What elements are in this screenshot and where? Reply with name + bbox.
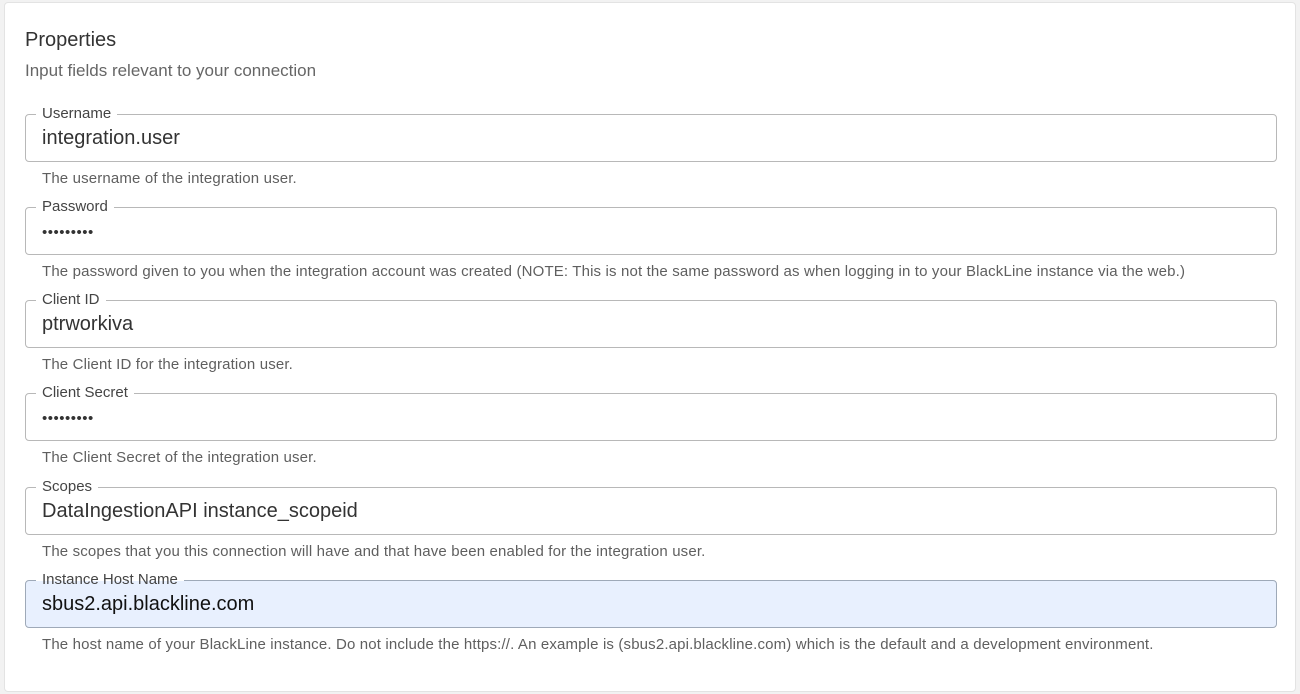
instance-host-name-input[interactable]: sbus2.api.blackline.com	[42, 593, 255, 615]
instance-host-name-label: Instance Host Name	[36, 571, 184, 589]
username-input[interactable]: integration.user	[42, 127, 180, 149]
client-id-input[interactable]: ptrworkiva	[42, 313, 134, 335]
section-subtitle: Input fields relevant to your connection	[25, 61, 317, 80]
password-label: Password	[36, 198, 114, 216]
instance-host-name-field[interactable]	[25, 571, 1277, 628]
client-secret-field[interactable]	[25, 384, 1277, 441]
client-secret-input[interactable]: •••••••••	[42, 410, 94, 427]
scopes-field[interactable]	[25, 478, 1277, 535]
scopes-help-text: The scopes that you this connection will have and that have been enabled for the integration user.	[42, 543, 706, 560]
password-input[interactable]: •••••••••	[42, 224, 94, 241]
client-id-label: Client ID	[36, 291, 106, 309]
section-title: Properties	[25, 29, 117, 51]
client-secret-help-text: The Client Secret of the integration user.	[42, 449, 317, 466]
client-id-field[interactable]	[25, 291, 1277, 348]
username-help-text: The username of the integration user.	[42, 170, 297, 187]
password-field[interactable]	[25, 198, 1277, 255]
client-id-help-text: The Client ID for the integration user.	[42, 356, 293, 373]
scopes-input[interactable]: DataIngestionAPI instance_scopeid	[42, 500, 358, 522]
password-help-text: The password given to you when the integration account was created (NOTE: This is not the same password as when logging in to your BlackLine instance via the web.)	[42, 263, 1186, 280]
properties-card	[4, 2, 1296, 692]
scopes-label: Scopes	[36, 478, 98, 496]
client-secret-label: Client Secret	[36, 384, 134, 402]
username-field[interactable]	[25, 105, 1277, 162]
instance-host-name-help-text: The host name of your BlackLine instance. Do not include the https://. An example is (sbus2.api.blackline.com) which is the default and a development environment.	[42, 636, 1154, 653]
username-label: Username	[36, 105, 117, 123]
